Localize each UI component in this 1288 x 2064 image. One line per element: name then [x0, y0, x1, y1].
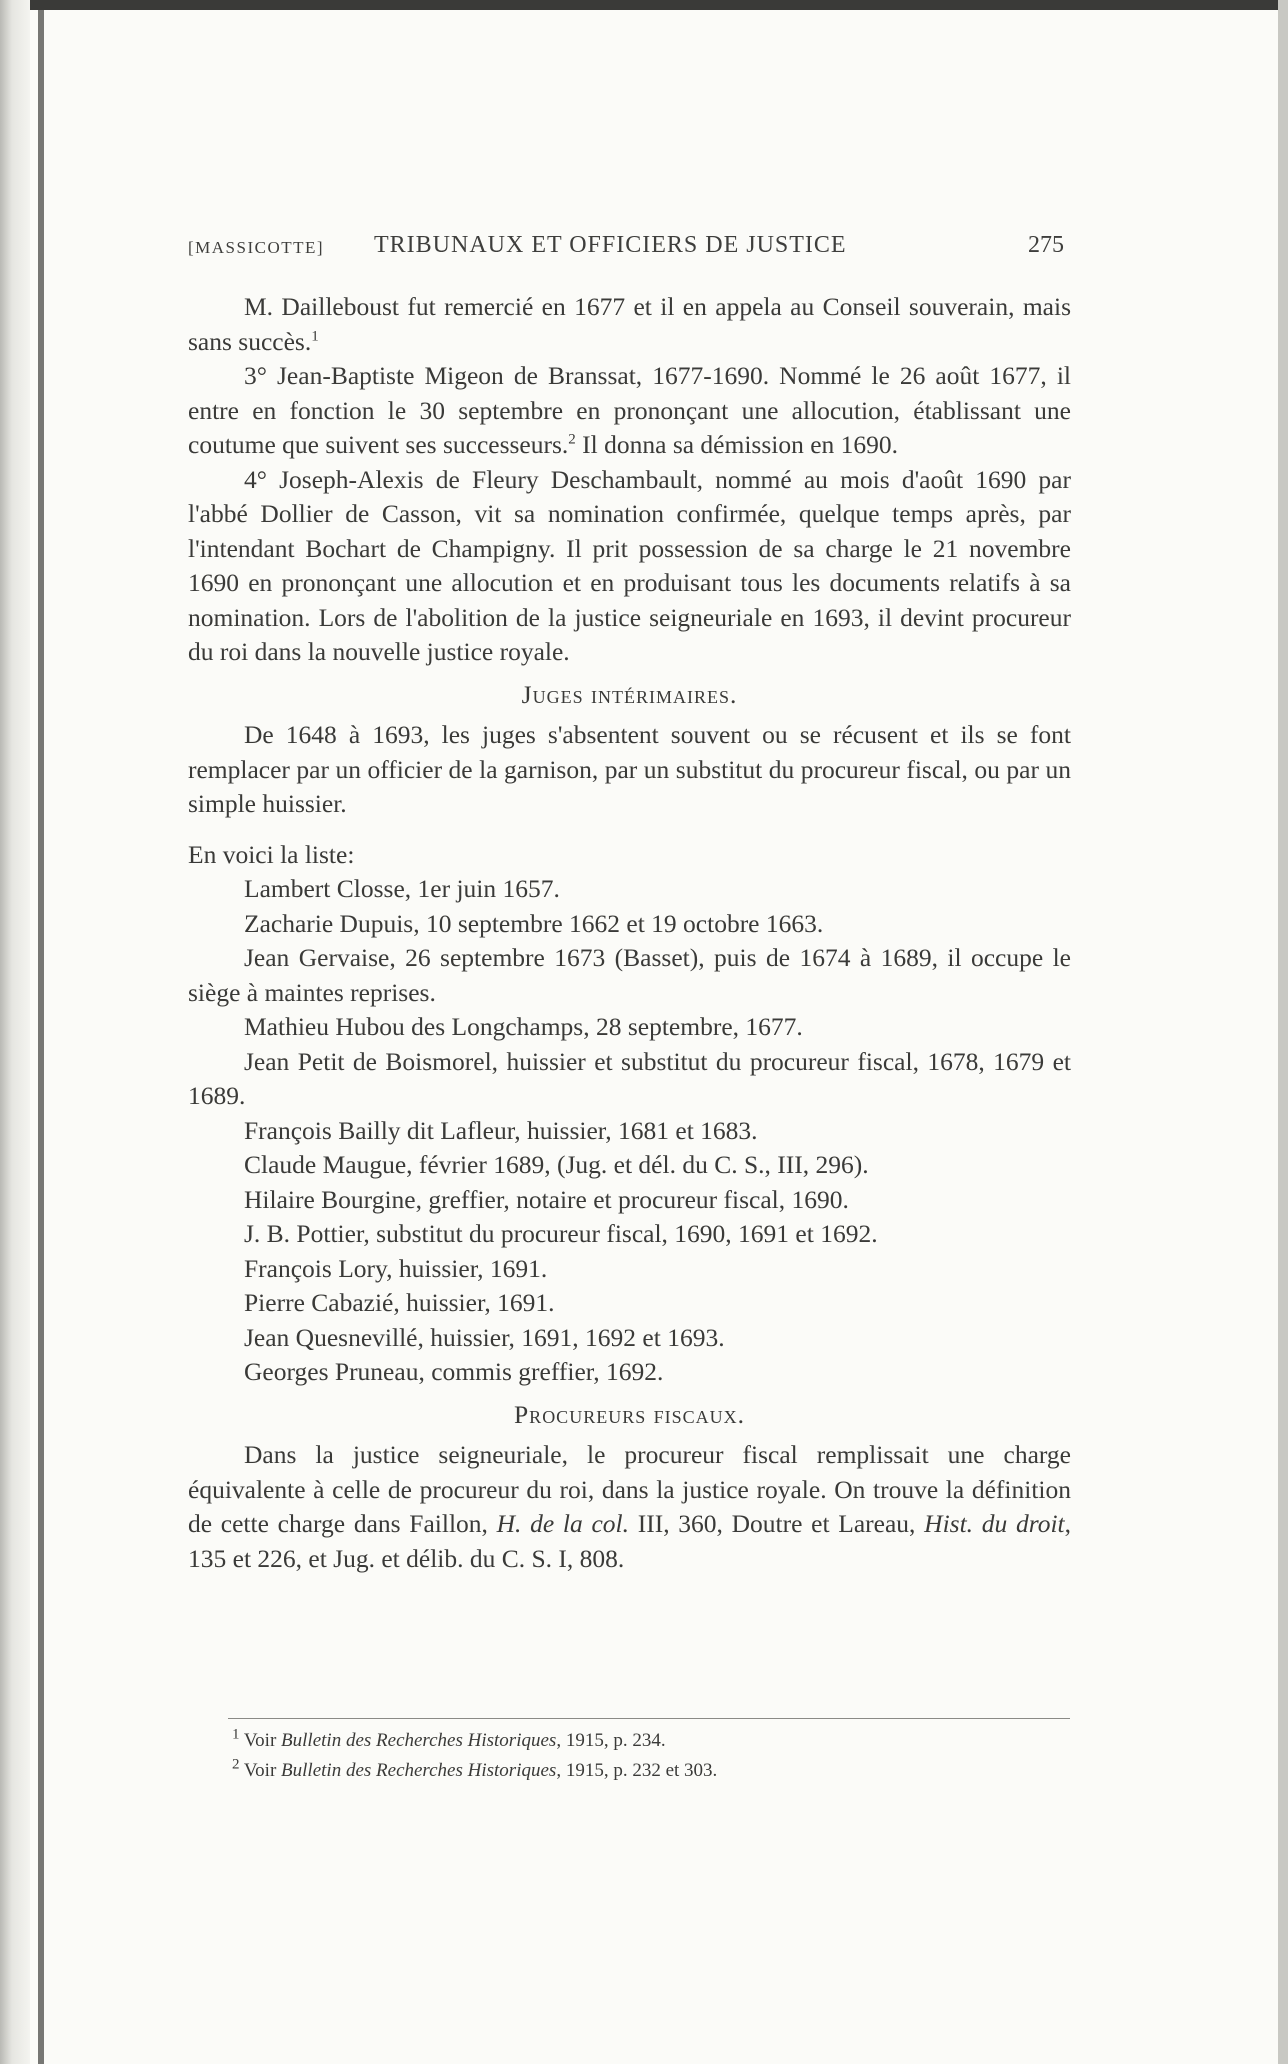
list-item: François Lory, huissier, 1691.: [244, 1253, 548, 1283]
footnote-ref-2: 2: [568, 431, 576, 448]
footnote-1: $^1$ Voir Bulletin des Recherches Historiques, 1915, p. 234.: [232, 1726, 666, 1751]
paragraph-procureurs: Dans la justice seigneuriale, le procureur fiscal remplissait une charge équivalente à celle de procureur du roi, dans la justice royale. On trouve la définition de cette charge dans Faillon, H. de la col. III, 360, Doutre et Lareau, Hist. du droit, 135 et 226, et Jug. et délib. du C. S. I, 808.: [188, 1440, 1071, 1573]
page-right-edge: [1278, 0, 1288, 2064]
header-author: [MASSICOTTE]: [188, 238, 325, 257]
list-item: Claude Maugue, février 1689, (Jug. et dél. du C. S., III, 296).: [244, 1150, 869, 1179]
page-number: 275: [1028, 232, 1064, 258]
footnotes: [232, 1726, 1072, 1786]
list-item: François Bailly dit Lafleur, huissier, 1681 et 1683.: [244, 1115, 758, 1145]
running-header: [188, 232, 1064, 264]
footnote-ref-1: 1: [311, 328, 319, 344]
page-top-edge: [0, 0, 1288, 10]
spine-shadow-line: [38, 10, 44, 2064]
paragraph-deschambault: 4° Joseph-Alexis de Fleury Deschambault, nommé au mois d'août 1690 par l'abbé Dollier de Casson, vit sa nomination confirmée, quelque temps après, par l'intendant Bochart de Champigny. Il prit possession de sa charge le 21 novembre 1690 en prononçant une allocution et en produisant tous les documents relatifs à sa nomination. Lors de l'abolition de la justice seigneuriale en 1693, il devint procureur du roi dans la nouvelle justice royale.: [188, 464, 1071, 666]
list-item: Pierre Cabazié, huissier, 1691.: [244, 1288, 555, 1317]
list-item: Mathieu Hubou des Longchamps, 28 septembre, 1677.: [244, 1012, 803, 1041]
reference-faillon: H. de la col.: [496, 1509, 630, 1538]
footnote-2: $^2$ Voir Bulletin des Recherches Historiques, 1915, p. 232 et 303.: [232, 1756, 718, 1781]
spacer: [188, 822, 1071, 838]
header-title: TRIBUNAUX ET OFFICIERS DE JUSTICE: [374, 232, 847, 258]
footnote-divider: [228, 1718, 1070, 1719]
juges-list: [188, 872, 1071, 1390]
paragraph-dailleboust: M. Dailleboust fut remercié en 1677 et il en appela au Conseil souverain, mais sans succès.$^1$: [188, 292, 1071, 356]
list-item: Zacharie Dupuis, 10 septembre 1662 et 19 octobre 1663.: [244, 908, 824, 938]
heading-procureurs-fiscaux: Procureurs fiscaux.: [514, 1399, 745, 1429]
page-spine-edge: [0, 0, 30, 2064]
main-text: [188, 290, 1071, 1576]
list-item: Jean Quesnevillé, huissier, 1691, 1692 et 1693.: [244, 1322, 725, 1352]
list-item: Jean Gervaise, 26 septembre 1673 (Basset), puis de 1674 à 1689, il occupe le siège à maintes reprises.: [188, 943, 1071, 1007]
list-item: Jean Petit de Boismorel, huissier et substitut du procureur fiscal, 1678, 1679 et 1689.: [188, 1046, 1071, 1110]
list-item: J. B. Pottier, substitut du procureur fiscal, 1690, 1691 et 1692.: [244, 1219, 878, 1248]
heading-juges-interimaires: Juges intérimaires.: [521, 679, 738, 709]
list-item: Georges Pruneau, commis greffier, 1692.: [244, 1357, 664, 1386]
paragraph-juges-intro: De 1648 à 1693, les juges s'absentent souvent ou se récusent et ils se font remplacer par un officier de la garnison, par un substitut du procureur fiscal, ou par un simple huissier.: [188, 720, 1071, 818]
reference-doutre-lareau: Hist. du droit: [924, 1509, 1065, 1538]
list-item: Hilaire Bourgine, greffier, notaire et procureur fiscal, 1690.: [244, 1184, 849, 1214]
list-lead: En voici la liste:: [188, 839, 355, 869]
list-item: Lambert Closse, 1er juin 1657.: [244, 874, 560, 903]
paragraph-migeon: 3° Jean-Baptiste Migeon de Branssat, 1677-1690. Nommé le 26 août 1677, il entre en fonction le 30 septembre en prononçant une allocution, établissant une coutume que suivent ses successeurs.$^2$ Il donna sa démission en 1690.: [188, 361, 1071, 459]
